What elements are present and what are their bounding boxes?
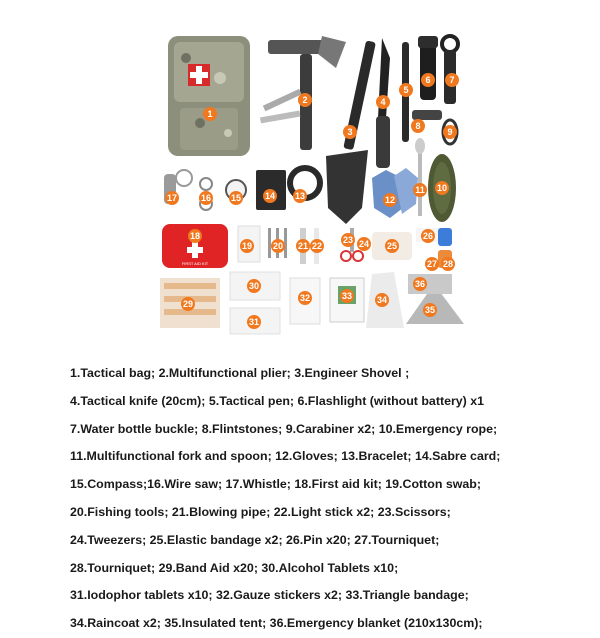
number-badge-label: 15 bbox=[230, 193, 242, 203]
number-badge-label: 18 bbox=[189, 231, 201, 241]
number-badge-label: 33 bbox=[341, 291, 353, 301]
product-photo bbox=[150, 28, 470, 338]
number-badge-label: 3 bbox=[347, 127, 353, 137]
number-badge-label: 29 bbox=[182, 299, 194, 309]
number-badge-label: 26 bbox=[422, 231, 434, 241]
number-badge-label: 24 bbox=[358, 239, 370, 249]
number-badge-label: 1 bbox=[207, 109, 213, 119]
number-badge-label: 13 bbox=[294, 191, 306, 201]
number-badge-label: 23 bbox=[342, 235, 354, 245]
number-badge-label: 34 bbox=[376, 295, 388, 305]
number-badge-label: 21 bbox=[297, 241, 309, 251]
number-badge-label: 17 bbox=[166, 193, 178, 203]
item-list-line: 28.Tourniquet; 29.Band Aid x20; 30.Alcohol Tablets x10; bbox=[70, 560, 399, 575]
multi-plier-image bbox=[260, 36, 346, 150]
number-badge-label: 27 bbox=[426, 259, 438, 269]
number-badge-label: 8 bbox=[415, 121, 421, 131]
number-badge-label: 11 bbox=[415, 185, 425, 195]
number-badge-label: 9 bbox=[447, 127, 453, 137]
number-badge-label: 12 bbox=[384, 195, 396, 205]
number-badge-label: 6 bbox=[425, 75, 431, 85]
number-badge-label: 14 bbox=[264, 191, 276, 201]
flashlight-image bbox=[418, 36, 438, 100]
gloves-image bbox=[372, 168, 418, 218]
number-badge-label: 32 bbox=[299, 293, 311, 303]
number-badge-label: 25 bbox=[386, 241, 398, 251]
number-badge-label: 20 bbox=[272, 241, 284, 251]
number-badge-label: 2 bbox=[302, 95, 308, 105]
number-badge-label: 4 bbox=[380, 97, 386, 107]
number-badge-label: 35 bbox=[424, 305, 436, 315]
item-list-line: 11.Multifunctional fork and spoon; 12.Gloves; 13.Bracelet; 14.Sabre card; bbox=[70, 449, 501, 464]
number-badge-label: 19 bbox=[241, 241, 253, 251]
water-bottle-buckle-image bbox=[442, 36, 458, 104]
number-badge-label: 5 bbox=[403, 85, 409, 95]
item-list-line: 34.Raincoat x2; 35.Insulated tent; 36.Emergency blanket (210x130cm); bbox=[70, 616, 483, 631]
item-list-line: 7.Water bottle buckle; 8.Flintstones; 9.Carabiner x2; 10.Emergency rope; bbox=[70, 421, 498, 436]
item-list-line: 1.Tactical bag; 2.Multifunctional plier; 3.Engineer Shovel ; bbox=[70, 366, 410, 380]
number-badge-label: 30 bbox=[248, 281, 260, 291]
item-list bbox=[70, 360, 590, 638]
first-aid-kit-text: FIRST AID KIT bbox=[181, 261, 209, 266]
number-badge-label: 16 bbox=[200, 193, 212, 203]
item-list-line: 4.Tactical knife (20cm); 5.Tactical pen; 6.Flashlight (without battery) x1 bbox=[70, 393, 485, 408]
number-badge-label: 7 bbox=[449, 75, 455, 85]
number-badge-label: 28 bbox=[442, 259, 454, 269]
number-badge-label: 22 bbox=[311, 241, 323, 251]
tactical-bag-image bbox=[168, 36, 250, 156]
item-list-line: 20.Fishing tools; 21.Blowing pipe; 22.Light stick x2; 23.Scissors; bbox=[70, 504, 451, 519]
flintstone-image bbox=[412, 110, 442, 120]
item-list-line: 24.Tweezers; 25.Elastic bandage x2; 26.Pin x20; 27.Tourniquet; bbox=[70, 532, 440, 547]
number-badge-label: 36 bbox=[414, 279, 426, 289]
item-list-line: 31.Iodophor tablets x10; 32.Gauze stickers x2; 33.Triangle bandage; bbox=[70, 588, 469, 603]
number-badge-label: 10 bbox=[436, 183, 448, 193]
item-list-line: 15.Compass;16.Wire saw; 17.Whistle; 18.First aid kit; 19.Cotton swab; bbox=[70, 477, 481, 492]
number-badge-label: 31 bbox=[248, 317, 260, 327]
